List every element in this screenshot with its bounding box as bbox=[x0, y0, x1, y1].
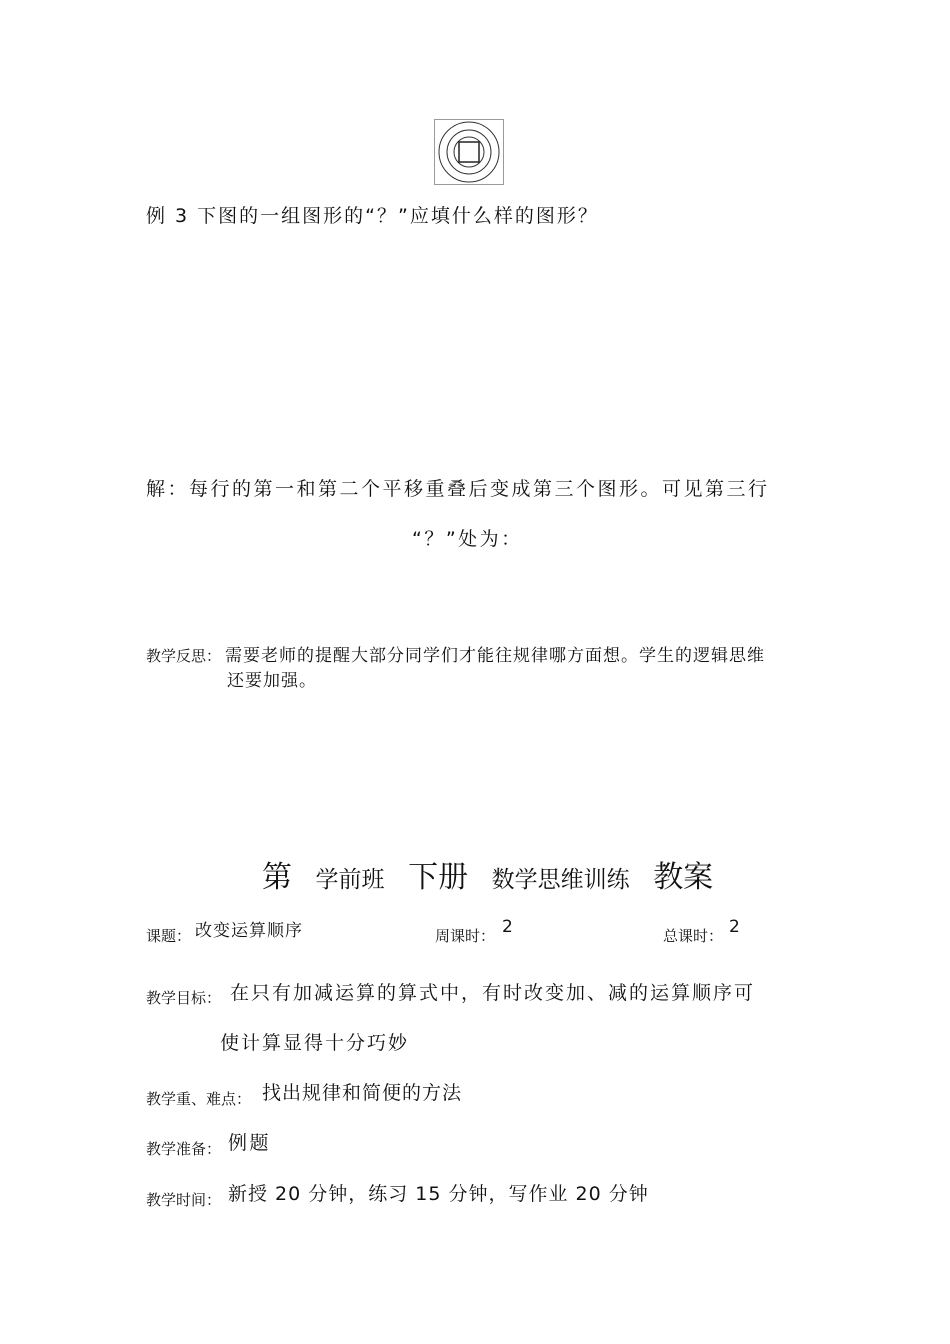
title-part-2: 学前班 bbox=[315, 867, 385, 893]
example-question: 例 3 下图的一组图形的“？”应填什么样的图形？ bbox=[146, 205, 599, 227]
title-part-5: 教案 bbox=[653, 860, 714, 895]
key-points-value: 找出规律和简便的方法 bbox=[262, 1082, 463, 1104]
topic-value: 改变运算顺序 bbox=[195, 921, 303, 941]
title-part-1: 第 bbox=[262, 860, 292, 895]
key-points-label: 教学重、难点： bbox=[146, 1090, 252, 1108]
topic-label: 课题： bbox=[146, 927, 192, 945]
reflection-line-1: 需要老师的提醒大部分同学们才能往规律哪方面想。学生的逻辑思维 bbox=[225, 646, 765, 666]
goal-label: 教学目标： bbox=[146, 989, 222, 1007]
goal-line-1: 在只有加减运算的算式中，有时改变加、减的运算顺序可 bbox=[230, 982, 756, 1004]
solution-line-2: “？”处为： bbox=[412, 528, 523, 550]
title-part-4: 数学思维训练 bbox=[491, 867, 630, 893]
time-label: 教学时间： bbox=[146, 1191, 222, 1209]
reflection-label: 教学反思： bbox=[146, 647, 222, 665]
preparation-label: 教学准备： bbox=[146, 1140, 222, 1158]
answer-figure bbox=[434, 119, 504, 185]
solution-line-1: 解：每行的第一和第二个平移重叠后变成第三个图形。可见第三行 bbox=[146, 478, 770, 500]
time-value: 新授 20 分钟，练习 15 分钟，写作业 20 分钟 bbox=[228, 1183, 649, 1205]
reflection-line-2: 还要加强。 bbox=[227, 671, 317, 691]
total-hours-label: 总课时： bbox=[663, 927, 724, 945]
goal-line-2: 使计算显得十分巧妙 bbox=[220, 1032, 410, 1054]
total-hours-value: 2 bbox=[729, 917, 740, 937]
weekly-hours-label: 周课时： bbox=[435, 927, 496, 945]
concentric-circles-square-icon bbox=[435, 120, 503, 184]
title-part-3: 下册 bbox=[408, 860, 469, 895]
preparation-value: 例题 bbox=[228, 1132, 272, 1154]
weekly-hours-value: 2 bbox=[502, 917, 513, 937]
lesson-title bbox=[262, 852, 727, 896]
